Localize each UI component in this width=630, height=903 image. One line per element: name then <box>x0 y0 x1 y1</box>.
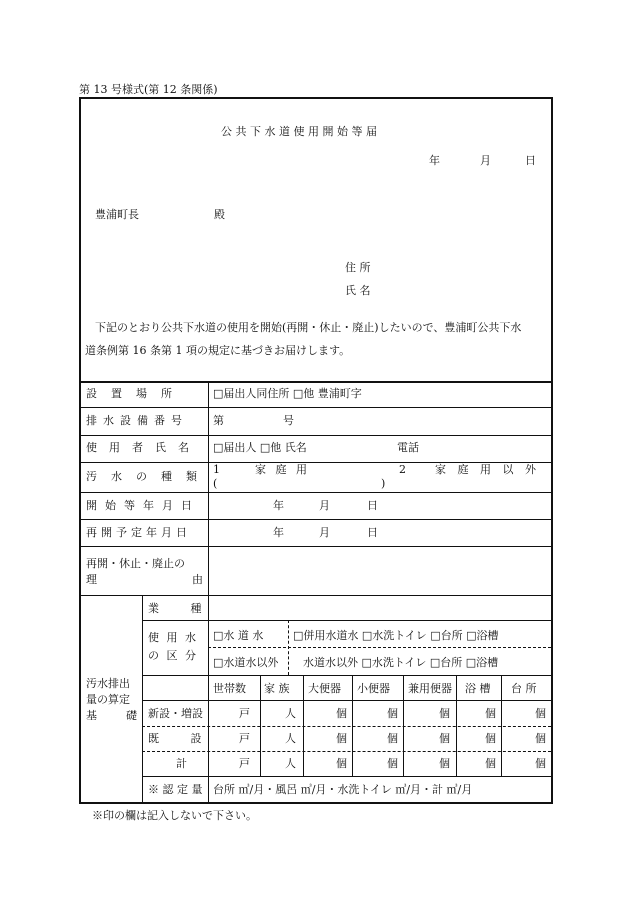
unit-cell: 個 <box>485 757 496 770</box>
col-households: 世帯数 <box>213 682 246 695</box>
sewage-option-1: 家 庭 用 <box>255 463 310 476</box>
unit-cell: 個 <box>535 757 546 770</box>
unit-cell: 人 <box>285 732 296 745</box>
col-urinal: 小便器 <box>357 682 390 695</box>
unit-cell: 個 <box>485 707 496 720</box>
drain-number-label: 排水設備番号 <box>86 414 188 427</box>
row-new: 新設・増設 <box>148 707 203 720</box>
unit-cell: 個 <box>387 757 398 770</box>
water-category-label-2: の 区 分 <box>148 649 198 662</box>
location-label <box>86 387 204 401</box>
addressee-honorific: 殿 <box>214 208 225 221</box>
reason-label-line-2a: 理 <box>86 573 97 586</box>
mixed-water-line-2: 水道水以外 □水洗トイレ □台所 □浴槽 <box>303 656 499 669</box>
certified-amount-value: 台所 ㎥/月・風呂 ㎥/月・水洗トイレ ㎥/月・計 ㎥/月 <box>213 783 473 796</box>
location-value: □届出人同住所 □他 豊浦町字 <box>213 387 362 400</box>
col-combined-toilet: 兼用便器 <box>408 682 452 695</box>
applicant-address-label: 住 所 <box>345 261 371 274</box>
sewage-option-2-number: 2 <box>399 463 406 476</box>
unit-cell: 個 <box>336 707 347 720</box>
calc-group-label-3a: 基 <box>86 709 97 722</box>
notification-form <box>79 97 553 804</box>
form-title: 公 共 下 水 道 使 用 開 始 等 届 <box>221 125 377 138</box>
applicant-name-label: 氏 名 <box>345 284 371 297</box>
start-date-year: 年 <box>273 499 284 512</box>
start-date-label: 開始等年月日 <box>86 499 200 512</box>
date-year-label: 年 <box>429 154 440 167</box>
calc-group-label-1: 汚水排出 <box>86 677 130 690</box>
water-option-other: □水道水以外 <box>213 656 279 669</box>
unit-cell: 個 <box>439 732 450 745</box>
unit-cell: 戸 <box>239 732 250 745</box>
reason-label-line-2b: 由 <box>192 573 203 586</box>
drain-number-prefix: 第 <box>213 414 224 427</box>
mixed-water-line-1: □併用水道水 □水洗トイレ □台所 □浴槽 <box>293 629 499 642</box>
unit-cell: 戸 <box>239 757 250 770</box>
water-category-label-1: 使 用 水 <box>148 631 198 644</box>
row-existing: 既 設 <box>148 732 216 745</box>
drain-number-suffix: 号 <box>283 414 294 427</box>
unit-cell: 個 <box>535 732 546 745</box>
body-text-line-1: 下記のとおり公共下水道の使用を開始(再開・休止・廃止)したいので、豊浦町公共下水 <box>95 321 522 334</box>
calc-group-label-3b: 礎 <box>126 709 137 722</box>
form-number-note: 第 13 号様式(第 12 条関係) <box>79 83 218 96</box>
col-bathtub: 浴 槽 <box>465 682 491 695</box>
restart-date-month: 月 <box>319 526 330 539</box>
user-name-value: □届出人 □他 氏名 <box>213 441 307 454</box>
col-family: 家 族 <box>264 682 290 695</box>
restart-date-year: 年 <box>273 526 284 539</box>
user-name-label: 使用者氏名 <box>86 441 201 454</box>
unit-cell: 個 <box>439 757 450 770</box>
unit-cell: 個 <box>336 757 347 770</box>
certified-amount-label: ※ 認 定 量 <box>148 783 203 796</box>
unit-cell: 個 <box>336 732 347 745</box>
unit-cell: 個 <box>485 732 496 745</box>
row-total: 計 <box>176 757 187 770</box>
business-type-label: 業 種 <box>148 602 216 615</box>
date-day-label: 日 <box>525 154 536 167</box>
unit-cell: 個 <box>387 707 398 720</box>
unit-cell: 人 <box>285 757 296 770</box>
reason-label-line-1: 再開・休止・廃止の <box>86 557 185 570</box>
start-date-month: 月 <box>319 499 330 512</box>
unit-cell: 戸 <box>239 707 250 720</box>
col-kitchen: 台 所 <box>511 682 537 695</box>
location-label-text: 設置場所 <box>86 387 186 400</box>
water-option-tap: □水 道 水 <box>213 629 264 642</box>
restart-date-day: 日 <box>367 526 378 539</box>
sewage-option-2: 家 庭 用 以 外 <box>435 463 540 476</box>
restart-date-label: 再開予定年月日 <box>86 526 191 539</box>
col-toilet: 大便器 <box>308 682 341 695</box>
user-phone-label: 電話 <box>397 441 419 454</box>
unit-cell: 個 <box>387 732 398 745</box>
date-month-label: 月 <box>480 154 491 167</box>
sewage-type-label: 汚水の種類 <box>86 470 211 483</box>
calc-group-label-2: 量の算定 <box>86 693 130 706</box>
sewage-option-1-number: 1 <box>213 463 220 476</box>
sewage-paren-open: ( <box>213 477 218 490</box>
unit-cell: 個 <box>535 707 546 720</box>
body-text-line-2: 道条例第 16 条第 1 項の規定に基づきお届けします。 <box>85 344 351 357</box>
start-date-day: 日 <box>367 499 378 512</box>
sewage-paren-close: ) <box>381 477 386 490</box>
unit-cell: 個 <box>439 707 450 720</box>
unit-cell: 人 <box>285 707 296 720</box>
addressee-name: 豊浦町長 <box>95 208 139 221</box>
footer-note: ※印の欄は記入しないで下さい。 <box>92 809 257 822</box>
